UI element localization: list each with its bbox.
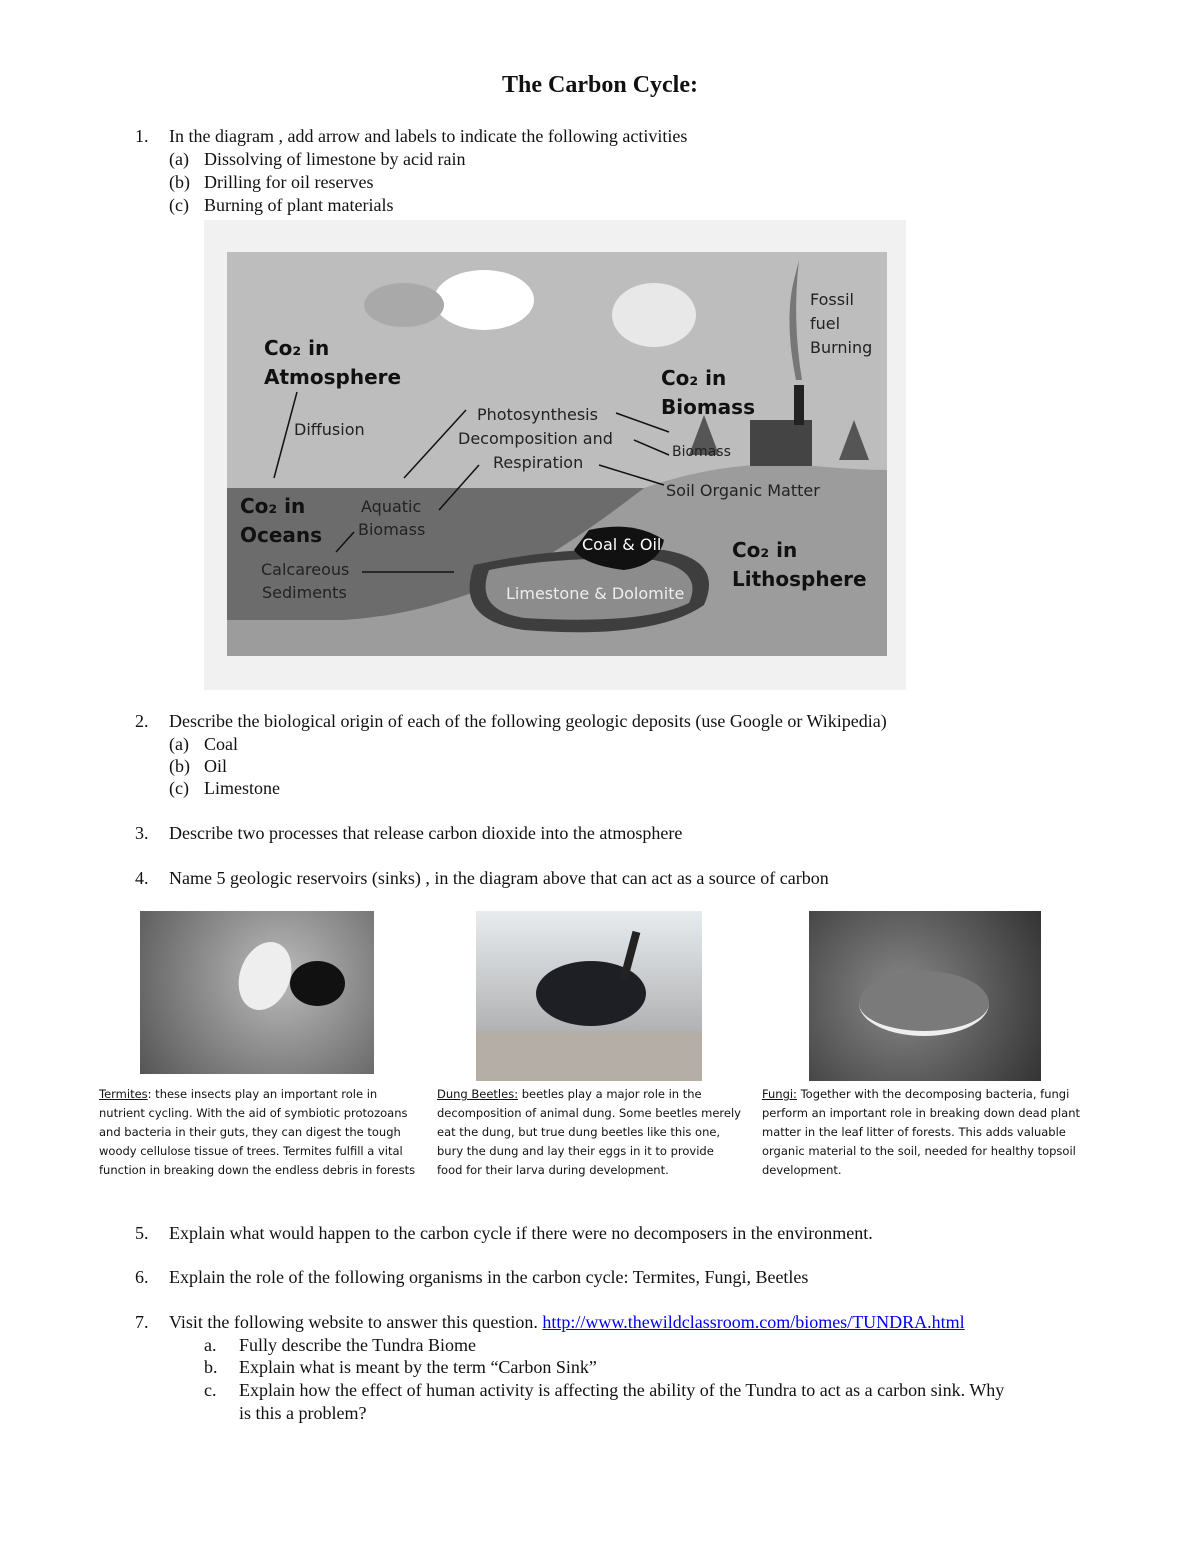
label-fossil-1: Fossil	[810, 290, 854, 309]
label-sediments: Sediments	[262, 583, 347, 602]
label-biomass: Biomass	[672, 444, 731, 460]
fungi-caption	[762, 1085, 1092, 1180]
q6-number: 6.	[135, 1267, 149, 1287]
q1-c-text: Burning of plant materials	[204, 195, 394, 215]
q7-c-marker: c.	[204, 1380, 217, 1400]
q2-a-text: Coal	[204, 734, 238, 754]
q3-text: Describe two processes that release carbon dioxide into the atmosphere	[169, 823, 683, 843]
q3-number: 3.	[135, 823, 149, 843]
termites-caption	[99, 1085, 419, 1180]
label-diffusion: Diffusion	[294, 420, 365, 439]
label-co2-lithosphere-1: Co₂ in	[732, 538, 798, 562]
label-co2-biomass-1: Co₂ in	[661, 366, 727, 390]
q5-number: 5.	[135, 1223, 149, 1243]
label-co2-atmosphere-2: Atmosphere	[264, 365, 402, 389]
q1-a-marker: (a)	[169, 149, 189, 169]
q2-text: Describe the biological origin of each of the following geologic deposits (use Google or Wikipedia)	[169, 711, 887, 731]
q7-a-marker: a.	[204, 1335, 217, 1355]
carbon-cycle-diagram	[204, 220, 906, 690]
q1-b-text: Drilling for oil reserves	[204, 172, 374, 192]
page-title: The Carbon Cycle:	[502, 72, 698, 98]
q7-a-text: Fully describe the Tundra Biome	[239, 1335, 476, 1355]
label-respiration: Respiration	[493, 453, 584, 472]
dung-beetles-caption-heading: Dung Beetles:	[437, 1087, 519, 1101]
fungi-caption-text: Together with the decomposing bacteria, fungi perform an important role in breaking down dead plant matter in the leaf litter of forests. This adds valuable organic material to the soil, needed for healthy topsoil development.	[762, 1087, 1081, 1177]
label-coal-oil: Coal & Oil	[582, 535, 662, 554]
termites-caption-text: : these insects play an important role in nutrient cycling. With the aid of symbiotic protozoans and bacteria in their guts, they can digest the tough woody cellulose tissue of trees. Termites fulfill a vital function in breaking down the endless debris in forests	[99, 1087, 416, 1177]
label-limestone-dolomite: Limestone & Dolomite	[506, 584, 685, 603]
label-soil-organic-matter: Soil Organic Matter	[666, 481, 820, 500]
fungi-photo	[809, 911, 1041, 1081]
q7-c-continued: is this a problem?	[239, 1403, 367, 1423]
q1-number: 1.	[135, 126, 149, 146]
label-calcareous: Calcareous	[261, 560, 350, 579]
label-co2-lithosphere-2: Lithosphere	[732, 567, 867, 591]
termites-caption-heading: Termites	[99, 1087, 148, 1101]
q2-b-text: Oil	[204, 756, 228, 776]
dung-beetles-caption	[437, 1085, 742, 1180]
q7-number: 7.	[135, 1312, 149, 1332]
q7-line	[169, 1312, 965, 1333]
fungi-caption-heading: Fungi:	[762, 1087, 797, 1101]
label-co2-biomass-2: Biomass	[661, 395, 755, 419]
label-fossil-2: fuel	[810, 314, 841, 333]
q7-c-text: Explain how the effect of human activity is affecting the ability of the Tundra to act as a carbon sink. Why	[239, 1380, 1005, 1400]
label-aquatic-1: Aquatic	[361, 497, 422, 516]
q4-number: 4.	[135, 868, 149, 888]
q4-text: Name 5 geologic reservoirs (sinks) , in the diagram above that can act as a source of carbon	[169, 868, 829, 888]
tundra-link[interactable]: http://www.thewildclassroom.com/biomes/TUNDRA.html	[542, 1312, 965, 1332]
q1-a-text: Dissolving of limestone by acid rain	[204, 149, 466, 169]
label-decomposition: Decomposition and	[458, 429, 613, 448]
q2-c-text: Limestone	[204, 778, 280, 798]
q2-c-marker: (c)	[169, 778, 189, 798]
q2-a-marker: (a)	[169, 734, 189, 754]
dung-beetle-photo	[476, 911, 702, 1081]
q1-c-marker: (c)	[169, 195, 189, 215]
q5-text: Explain what would happen to the carbon cycle if there were no decomposers in the environment.	[169, 1223, 873, 1243]
q6-text: Explain the role of the following organisms in the carbon cycle: Termites, Fungi, Beetles	[169, 1267, 809, 1287]
q1-b-marker: (b)	[169, 172, 190, 192]
q1-text: In the diagram , add arrow and labels to indicate the following activities	[169, 126, 688, 146]
q7-b-text: Explain what is meant by the term “Carbon Sink”	[239, 1357, 597, 1377]
dung-beetles-caption-text: beetles play a major role in the decomposition of animal dung. Some beetles merely eat the dung, but true dung beetles like this one, bury the dung and lay their eggs in it to provide food for their larva during development.	[437, 1087, 741, 1177]
q7-text: Visit the following website to answer this question.	[169, 1312, 543, 1332]
q2-b-marker: (b)	[169, 756, 190, 776]
label-co2-oceans-1: Co₂ in	[240, 494, 306, 518]
label-fossil-3: Burning	[810, 338, 873, 357]
label-co2-oceans-2: Oceans	[240, 523, 323, 547]
q7-b-marker: b.	[204, 1357, 218, 1377]
label-co2-atmosphere-1: Co₂ in	[264, 336, 330, 360]
q2-number: 2.	[135, 711, 149, 731]
label-photosynthesis: Photosynthesis	[477, 405, 598, 424]
label-aquatic-2: Biomass	[358, 520, 426, 539]
termite-photo	[140, 911, 374, 1074]
